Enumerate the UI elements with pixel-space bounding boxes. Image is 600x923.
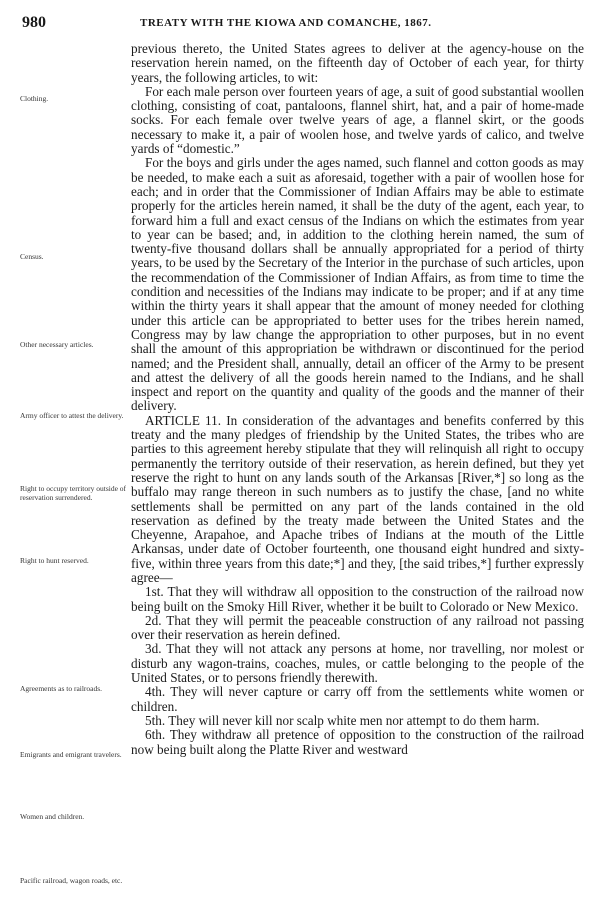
margin-note-army-officer: Army officer to attest the delivery. xyxy=(20,411,124,420)
margin-note-right-to-hunt: Right to hunt reserved. xyxy=(20,556,89,565)
paragraph: 2d. That they will permit the peaceable construction of any railroad not passing over their reservation as herein defined. xyxy=(131,612,584,643)
margin-note-right-to-occupy: Right to occupy territory outside of reservation surrendered. xyxy=(20,484,127,502)
margin-note-pacific-railroad: Pacific railroad, wagon roads, etc. xyxy=(20,876,123,885)
margin-note-clothing: Clothing. xyxy=(20,94,49,103)
running-head: TREATY WITH THE KIOWA AND COMANCHE, 1867. xyxy=(140,17,432,29)
paragraph: 4th. They will never capture or carry off from the settlements white women or children. xyxy=(131,684,584,714)
paragraph: previous thereto, the United States agrees to deliver at the agency-house on the reservation herein named, on the fifteenth day of October of each year, for thirty years, the following articles, to wit: xyxy=(131,41,584,85)
margin-note-railroads: Agreements as to railroads. xyxy=(20,684,103,693)
paragraph: For the boys and girls under the ages named, such flannel and cotton goods as may be needed, to make each a suit as aforesaid, together with a pair of woollen hose for each; and in order that the Commissioner of Indian Affairs may be able to estimate properly for the articles herein named, it shall be the duty of the agent, each year, to forward him a full and exact census of the Indians on which the estimates from year to year can be based; and, in addition to the clothing herein named, the sum of twenty-five thousand dollars shall be annually appropriated for a period of thirty years, to be used by the Secretary of the Interior in the purchase of such articles, upon the recommendation of the Commissioner of Indian Affairs, as from time to time the condition and necessities of the Indians may indicate to be proper; and if at any time within the thirty years it shall appear that the amount of money needed for clothing under this article can be appropriated to better uses for the tribes herein named, Congress may by law change the appropriation to other purposes, but in no event shall the amount of this appropriation be withdrawn or discontinued for the period named; and the President shall, annually, detail an officer of the Army to be present and attest the delivery of all the goods herein named to the Indians, and he shall inspect and report on the quantity and quality of the goods and the manner of their delivery. xyxy=(131,155,584,414)
treaty-body-text xyxy=(131,42,584,757)
page-number: 980 xyxy=(22,14,46,31)
paragraph: For each male person over fourteen years of age, a suit of good substantial woollen clothing, consisting of coat, pantaloons, flannel shirt, hat, and a pair of home-made socks. For each female over twelve years of age, a flannel skirt, or the goods necessary to make it, a pair of woolen hose, and twelve yards of calico, and twelve yards of “domestic.” xyxy=(131,83,584,157)
margin-note-other-articles: Other necessary articles. xyxy=(20,340,94,349)
margin-note-women-children: Women and children. xyxy=(20,812,85,821)
article-11-paragraph: ARTICLE 11. In consideration of the advantages and benefits conferred by this treaty and the many pledges of friendship by the United States, the tribes who are parties to this agreement hereby stipulate that they will relinquish all right to occupy permanently the territory outside of their reservation, as herein defined, but they yet reserve the right to hunt on any lands south of the Arkansas [River,*] so long as the buffalo may range thereon in such numbers as to justify the chase, [and no white settlements shall be permitted on any part of the lands contained in the old reservation as defined by the treaty made between the United States and the Cheyenne, Arapahoe, and Apache tribes of Indians at the mouth of the Little Arkansas, under date of October fourteenth, one thousand eight hundred and sixty-five, within three years from this date;*] and they, [the said tribes,*] further expressly agree— xyxy=(131,412,584,585)
paragraph: 3d. That they will not attack any persons at home, nor travelling, nor molest or disturb any wagon-trains, coaches, mules, or cattle belonging to the people of the United States, or to persons friendly therewith. xyxy=(131,641,584,686)
paragraph: 5th. They will never kill nor scalp white men nor attempt to do them harm. xyxy=(145,712,540,728)
paragraph: 1st. That they will withdraw all opposition to the construction of the railroad now being built on the Smoky Hill River, whether it be built to Colorado or New Mexico. xyxy=(131,584,584,614)
paragraph: 6th. They withdraw all pretence of opposition to the construction of the railroad now being built along the Platte River and westward xyxy=(131,727,584,757)
margin-note-emigrants: Emigrants and emigrant travelers. xyxy=(20,750,122,759)
margin-note-census: Census. xyxy=(20,252,44,261)
